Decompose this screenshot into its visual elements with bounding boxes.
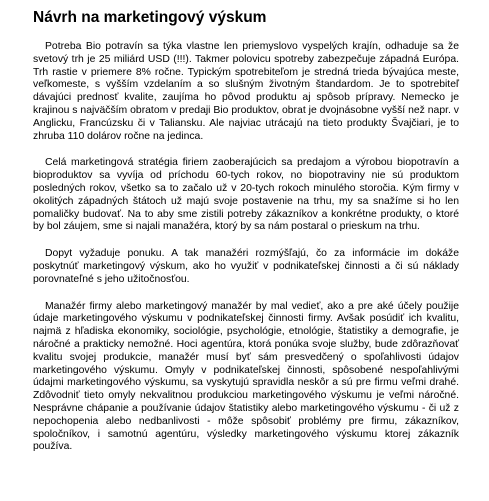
- paragraph-bio-food-market: Potreba Bio potravín sa týka vlastne len priemyslovo vyspelých krajín, odhaduje sa že svetový trh je 25 miliárd USD (!!!). Takmer polovicu spotreby zabezpečuje západná Európa. Trh rastie v priemere 8% ročne. Typickým spotrebiteľom je stredná trieda bývajúca meste, veľkomeste, s vyšším vzdelaním a so slušným životným štandardom. Je to spotrebiteľ dávajúci prednosť kvalite, zaujíma ho pôvod produktu aj spôsob prípravy. Nemecko je krajinou s najväčším obratom v predaji Bio produktov, obrat je dvojnásobne vyšší než napr. v Anglicku, Francúzsku či v Taliansku. Ale najviac utrácajú na tieto produkty Švajčiari, je to zhruba 110 dolárov ročne na jedinca.: [33, 41, 459, 142]
- paragraph-demand-supply: Dopyt vyžaduje ponuku. A tak manažéri rozmýšľajú, čo za informácie im dokáže poskytnúť marketingový výskum, ako ho využiť v podnikateľskej činnosti a či sú náklady porovnateľné s jeho užitočnosťou.: [33, 248, 459, 285]
- paragraph-research-reliability: Manažér firmy alebo marketingový manažér by mal vedieť, ako a pre aké účely použije údaje marketingového výskumu v podnikateľskej činnosti firmy. Avšak posúdiť ich kvalitu, najmä z hľadiska ekonomiky, sociológie, psychológie, etnológie, štatistiky a demografie, je náročné a prakticky nemožné. Hoci agentúra, ktorá ponúka svoje služby, bude zdôrazňovať kvalitu svojej produkcie, manažér musí byť sám presvedčený o spoľahlivosti údajov marketingového výskumu. Omyly v podnikateľskej činnosti, spôsobené nespoľahlivými údajmi marketingového výskumu, sa vyskytujú spravidla neskôr a sú pre firmu veľmi drahé. Zdôvodniť tieto omyly nekvalitnou produkciou marketingového výskumu je veľmi náročné. Nesprávne chápanie a používanie údajov štatistiky alebo marketingového výskumu - či už z nepochopenia alebo nedbanlivosti - môže spôsobiť problémy pre firmu, zákazníkov, spoločníkov, i samotnú agentúru, výsledky marketingového výskumu ktorej zákazník používa.: [33, 300, 459, 453]
- document-title: Návrh na marketingový výskum: [33, 9, 267, 26]
- paragraph-marketing-strategy: Celá marketingová stratégia firiem zaoberajúcich sa predajom a výrobou biopotravín a bioproduktov sa vyvíja od príchodu 60-tych rokov, no biopotraviny nie sú produktom posledných rokov, všetko sa to začalo už v 20-tych rokoch minulého storočia. Kým firmy v okolitých západných štátoch už majú svoje postavenie na trhu, my sa snažíme si ho len pomaličky budovať. Na to aby sme zistili potreby zákazníkov a konkrétne produkty, o ktoré by bol záujem, sme si najali manažéra, ktorý by sa nám postaral o prieskum na trhu.: [33, 157, 459, 233]
